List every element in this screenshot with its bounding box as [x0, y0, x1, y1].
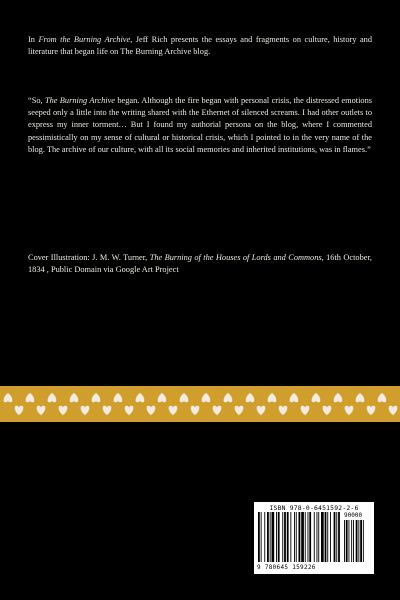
- barcode-bar: [270, 512, 271, 562]
- heart-icon: [268, 393, 277, 402]
- intro-text: , Jeff Rich presents the essays and fragments on culture, history and literature that began life on The Burning Archive blog.: [28, 35, 372, 57]
- heart-icon: [169, 406, 178, 415]
- quote-paragraph: [28, 95, 372, 156]
- heart-icon: [224, 393, 233, 402]
- barcode-bar: [321, 512, 324, 562]
- heart-icon: [279, 406, 288, 415]
- quote-blog-title: The Burning Archive: [44, 96, 115, 105]
- quote-open: “So,: [28, 96, 45, 105]
- credit-prefix: Cover Illustration: J. M. W. Turner,: [28, 253, 150, 262]
- heart-icon: [114, 393, 123, 402]
- barcode-bar: [278, 512, 280, 562]
- barcode-bar: [290, 512, 291, 562]
- barcode-bar: [336, 512, 337, 562]
- barcode-bar: [309, 512, 311, 562]
- addon-bar: [356, 520, 358, 562]
- barcode-bar: [325, 512, 327, 562]
- heart-icon: [356, 393, 365, 402]
- heart-icon: [334, 393, 343, 402]
- barcode-bar: [308, 512, 309, 562]
- heart-icon: [103, 406, 112, 415]
- heart-icon: [4, 393, 13, 402]
- addon-bar: [358, 520, 359, 562]
- price-code: 90000: [344, 512, 363, 519]
- barcode-bar: [264, 512, 265, 562]
- heart-icon: [246, 393, 255, 402]
- painting-title: The Burning of the Houses of Lords and Commons: [149, 253, 322, 262]
- barcode-bar: [296, 512, 297, 562]
- heart-icon: [301, 406, 310, 415]
- barcode-bar: [284, 512, 286, 562]
- barcode-bar: [299, 512, 301, 562]
- heart-icon: [26, 393, 35, 402]
- barcode-bar: [338, 512, 340, 562]
- heart-icon: [202, 393, 211, 402]
- heart-icon: [48, 393, 57, 402]
- addon-bar: [363, 520, 364, 562]
- heart-icon: [257, 406, 266, 415]
- heart-icon: [125, 406, 134, 415]
- isbn-label: ISBN 978-0-6451592-2-6: [269, 504, 359, 512]
- barcode-bar: [294, 512, 295, 562]
- heart-icon: [191, 406, 200, 415]
- barcode-bar: [318, 512, 319, 562]
- addon-bar: [353, 520, 354, 562]
- barcode-bar: [334, 512, 336, 562]
- heart-icon: [312, 393, 321, 402]
- quote-body: began. Although the fire began with personal crisis, the distressed emotions seeped only a little into the writing shared with the Ethernet of silenced screams. I had other outlets to express my inner torment… But I found my authorial persona on the blog, where I commented pessimistically on my sense of cultural or historical crisis, which I pointed to in the very name of the blog. The archive of our culture, with all its social memories and inherited institutions, was in flames.”: [28, 96, 372, 154]
- barcode-bar: [314, 512, 315, 562]
- heart-icon: [158, 393, 167, 402]
- heart-icon: [147, 406, 156, 415]
- heart-icon: [367, 406, 376, 415]
- addon-bar: [346, 520, 348, 562]
- addon-bar: [360, 520, 362, 562]
- barcode-bar: [258, 512, 260, 562]
- barcode-bar: [261, 512, 262, 562]
- heart-pattern: [0, 386, 400, 422]
- cover-credit: [28, 252, 372, 276]
- intro-paragraph: [28, 34, 372, 58]
- barcode-digits: 9 780645 159226: [257, 564, 316, 571]
- addon-bar: [351, 520, 352, 562]
- heart-icon: [180, 393, 189, 402]
- heart-icon: [136, 393, 145, 402]
- barcode-bar: [267, 512, 269, 562]
- heart-icon: [213, 406, 222, 415]
- isbn-barcode: [254, 502, 374, 574]
- barcode-bar: [330, 512, 331, 562]
- heart-icon: [345, 406, 354, 415]
- book-title: From the Burning Archive: [38, 35, 131, 44]
- barcode-bar: [327, 512, 328, 562]
- barcode-bar: [305, 512, 306, 562]
- addon-bar: [349, 520, 350, 562]
- heart-icon: [290, 393, 299, 402]
- heart-icon: [15, 406, 24, 415]
- barcode-bar: [282, 512, 283, 562]
- heart-icon: [59, 406, 68, 415]
- addon-bar: [344, 520, 345, 562]
- credit-suffix: , 16th October, 1834 , Public Domain via Google Art Project: [28, 253, 373, 275]
- heart-icon: [81, 406, 90, 415]
- heart-icon: [378, 393, 387, 402]
- heart-icon: [92, 393, 101, 402]
- barcode-bar: [276, 512, 277, 562]
- heart-icon: [323, 406, 332, 415]
- barcode-bar: [272, 512, 275, 562]
- barcode-bar: [301, 512, 304, 562]
- heart-band: [0, 386, 400, 422]
- heart-icon: [389, 406, 398, 415]
- heart-icon: [37, 406, 46, 415]
- barcode-bar: [287, 512, 289, 562]
- heart-icon: [235, 406, 244, 415]
- heart-icon: [70, 393, 79, 402]
- barcode-bar: [317, 512, 318, 562]
- intro-prefix: In: [28, 35, 39, 44]
